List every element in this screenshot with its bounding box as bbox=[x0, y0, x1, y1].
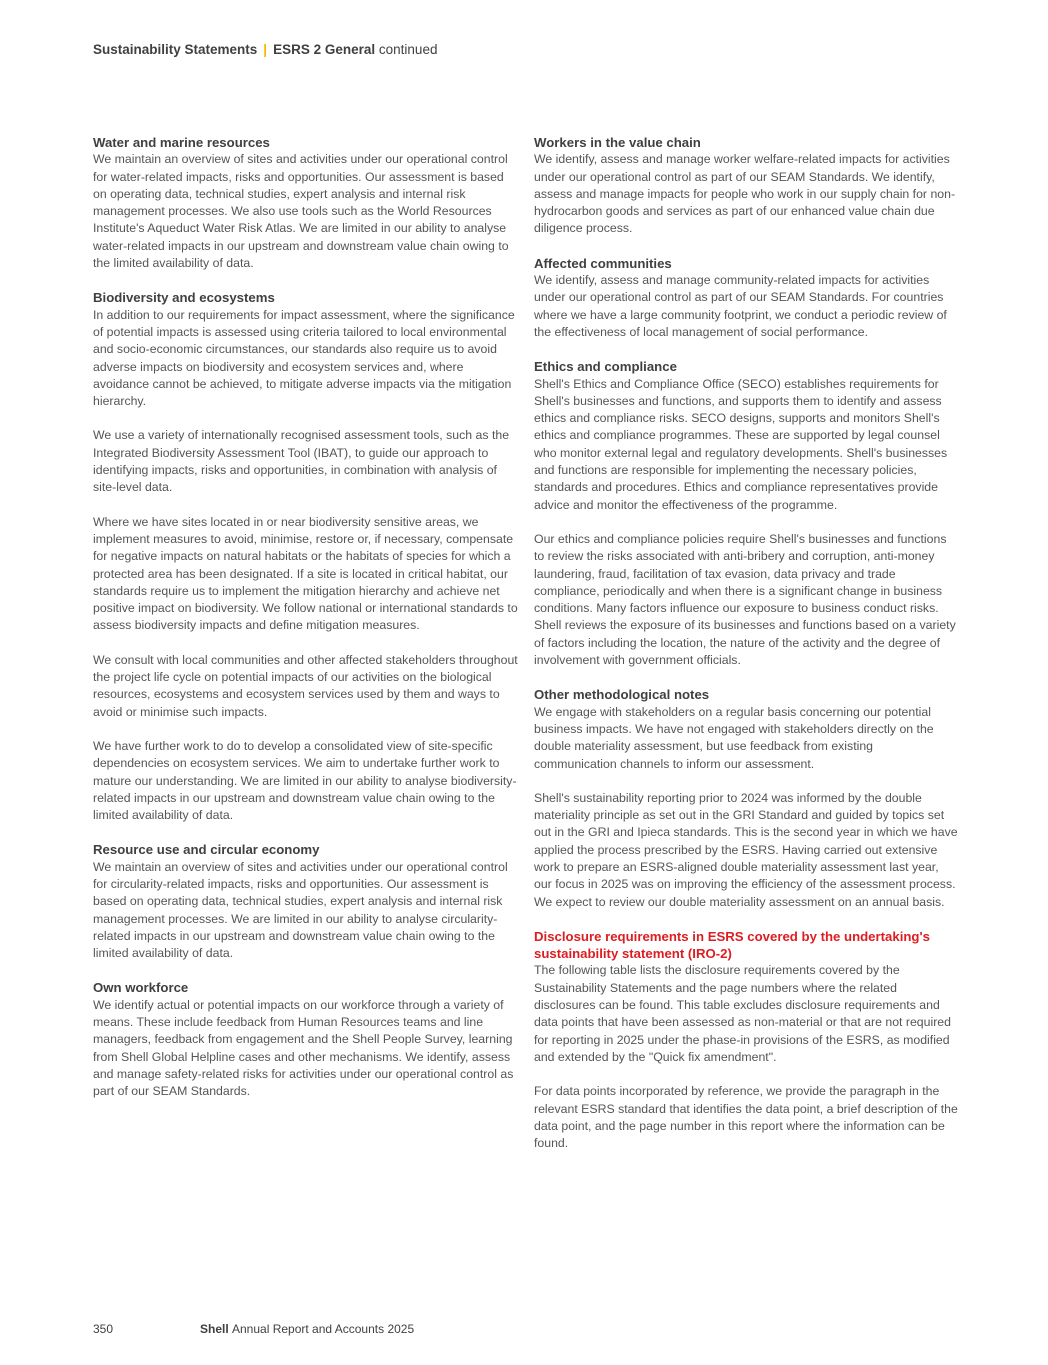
paragraph: We maintain an overview of sites and activities under our operational control for water-related impacts, risks and opportunities. Our assessment is based on operating data, technical studies, expert analysis and internal risk management processes. We also use tools such as the World Resources Institute's Aqueduct Water Risk Atlas. We are limited in our ability to analyse water-related impacts in our upstream and downstream value chain owing to the limited availability of data. bbox=[93, 152, 509, 271]
section-affected-communities bbox=[534, 255, 959, 341]
section-ethics-compliance bbox=[534, 358, 959, 669]
paragraph: Shell's Ethics and Compliance Office (SECO) establishes requirements for Shell's businesses and functions, and supports them to identify and assess ethics and compliance risks. SECO designs, supports and monitors Shell's ethics and compliance programmes. These are supported by legal counsel who monitor external legal and regulatory developments. Shell's businesses and functions are responsible for implementing the necessary policies, standards and procedures. Ethics and compliance representatives provide advice and monitor the effectiveness of the programme. bbox=[534, 376, 948, 512]
section-heading: Other methodological notes bbox=[534, 687, 710, 703]
paragraph: For data points incorporated by reference, we provide the paragraph in the relevant ESRS standard that identifies the data point, a brief description of the data point, and the page number in this report where the information can be found. bbox=[534, 1084, 958, 1151]
section-heading: Resource use and circular economy bbox=[93, 842, 320, 858]
paragraph: We maintain an overview of sites and activities under our operational control for circularity-related impacts, risks and opportunities. Our assessment is based on operating data, technical studies, expert analysis and internal risk management processes. We are limited in our ability to analyse circularity-related impacts in our upstream and downstream value chain owing to the limited availability of data. bbox=[93, 859, 508, 961]
paragraph: Our ethics and compliance policies require Shell's businesses and functions to review the risks associated with anti-bribery and corruption, anti-money laundering, fraud, facilitation of tax evasion, data privacy and trade compliance, periodically and when there is a significant change in business conditions. Many factors influence our exposure to business conduct risks. Shell reviews the exposure of its businesses and functions based on a variety of factors including the location, the nature of the activity and the degree of involvement with government officials. bbox=[534, 531, 956, 668]
brand-name: Shell bbox=[200, 1322, 229, 1336]
section-heading: Affected communities bbox=[534, 255, 672, 271]
section-methodological-notes bbox=[534, 686, 959, 911]
section-heading: Biodiversity and ecosystems bbox=[93, 290, 275, 306]
header-subsection-title: ESRS 2 General bbox=[273, 42, 376, 57]
section-value-chain-workers bbox=[534, 134, 959, 238]
paragraph: We identify, assess and manage worker welfare-related impacts for activities under our operational control as part of our SEAM Standards. We identify, assess and manage impacts for people who work in our supply chain for non-hydrocarbon goods and services as part of our enhanced value chain due diligence process. bbox=[534, 152, 956, 236]
section-heading: Water and marine resources bbox=[93, 135, 270, 150]
report-title: Annual Report and Accounts 2025 bbox=[232, 1322, 415, 1336]
header-continued-label: continued bbox=[378, 42, 438, 57]
header-separator: | bbox=[263, 42, 268, 57]
section-heading: Ethics and compliance bbox=[534, 359, 677, 375]
header-section-title: Sustainability Statements bbox=[93, 42, 258, 57]
section-resource-use bbox=[93, 841, 518, 962]
right-column bbox=[534, 134, 959, 1169]
section-heading: Workers in the value chain bbox=[534, 135, 701, 150]
paragraph: In addition to our requirements for impact assessment, where the significance of potential impacts is assessed using criteria tailored to local environmental and socio-economic circumstances, our standards also require us to avoid adverse impacts on biodiversity and ecosystem services and, where avoidance cannot be achieved, to mitigate adverse impacts via the mitigation hierarchy. bbox=[93, 307, 515, 409]
paragraph: The following table lists the disclosure requirements covered by the Sustainability Statements and the page numbers where the related disclosures can be found. This table excludes disclosure requirements and data points that have been assessed as non-material or that are not required for reporting in 2025 under the phase-in provisions of the ESRS, as modified and extended by the "Quick fix amendment". bbox=[534, 963, 951, 1064]
running-header bbox=[93, 42, 437, 57]
section-water-marine bbox=[93, 134, 518, 272]
section-disclosure-requirements bbox=[534, 928, 959, 1153]
paragraph: We engage with stakeholders on a regular basis concerning our potential business impacts. We have not engaged with stakeholders directly on the double materiality assessment, but use feedback from existing communication channels to inform our assessment. bbox=[534, 704, 934, 771]
page-number: 350 bbox=[93, 1322, 114, 1336]
paragraph: We identify, assess and manage community-related impacts for activities under our operational control as part of our SEAM Standards. For countries where we have a large community footprint, we conduct a periodic review of the effectiveness of local management of social performance. bbox=[534, 273, 947, 339]
section-own-workforce bbox=[93, 979, 518, 1100]
paragraph: We identify actual or potential impacts on our workforce through a variety of means. These include feedback from Human Resources teams and line managers, feedback from engagement and the Shell People Survey, learning from Shell Global Helpline cases and other mechanisms. We identify, assess and manage safety-related risks for activities under our operational control as part of our SEAM Standards. bbox=[93, 997, 514, 1099]
paragraph: We use a variety of internationally recognised assessment tools, such as the Integrated Biodiversity Assessment Tool (IBAT), to guide our approach to identifying impacts, risks and opportunities, in combination with analysis of site-level data. bbox=[93, 428, 510, 495]
left-column bbox=[93, 134, 518, 1118]
paragraph: Where we have sites located in or near biodiversity sensitive areas, we implement measures to avoid, minimise, restore or, if necessary, compensate for negative impacts on natural habitats or the habitats of species for which a protected area has been designated. If a site is located in critical habitat, our standards require us to implement the mitigation hierarchy and achieve net positive impact on biodiversity. We follow national or international standards to assess biodiversity impacts and define mitigation measures. bbox=[93, 514, 518, 633]
paragraph: We consult with local communities and other affected stakeholders throughout the project life cycle on potential impacts of our activities on the biological resources, ecosystems and ecosystem services used by them and ways to avoid or minimise such impacts. bbox=[93, 652, 518, 719]
paragraph: Shell's sustainability reporting prior to 2024 was informed by the double materiality principle as set out in the GRI Standard and guided by topics set out in the GRI and Ipieca standards. This is the second year in which we have applied the process prescribed by the ESRS. Having carried out extensive work to prepare an ESRS-aligned double materiality assessment last year, our focus in 2025 was on improving the efficiency of the assessment process. We expect to review our double materiality assessment on an annual basis. bbox=[534, 790, 958, 909]
paragraph: We have further work to do to develop a consolidated view of site-specific dependencies on ecosystem services. We aim to undertake further work to mature our understanding. We are limited in our ability to analyse biodiversity-related impacts in our upstream and downstream value chain owing to the limited availability of data. bbox=[93, 738, 517, 823]
section-heading-highlight: Disclosure requirements in ESRS covered by the undertaking's sustainability statement (IRO-2) bbox=[534, 928, 930, 962]
section-heading: Own workforce bbox=[93, 980, 189, 996]
section-biodiversity bbox=[93, 289, 518, 824]
